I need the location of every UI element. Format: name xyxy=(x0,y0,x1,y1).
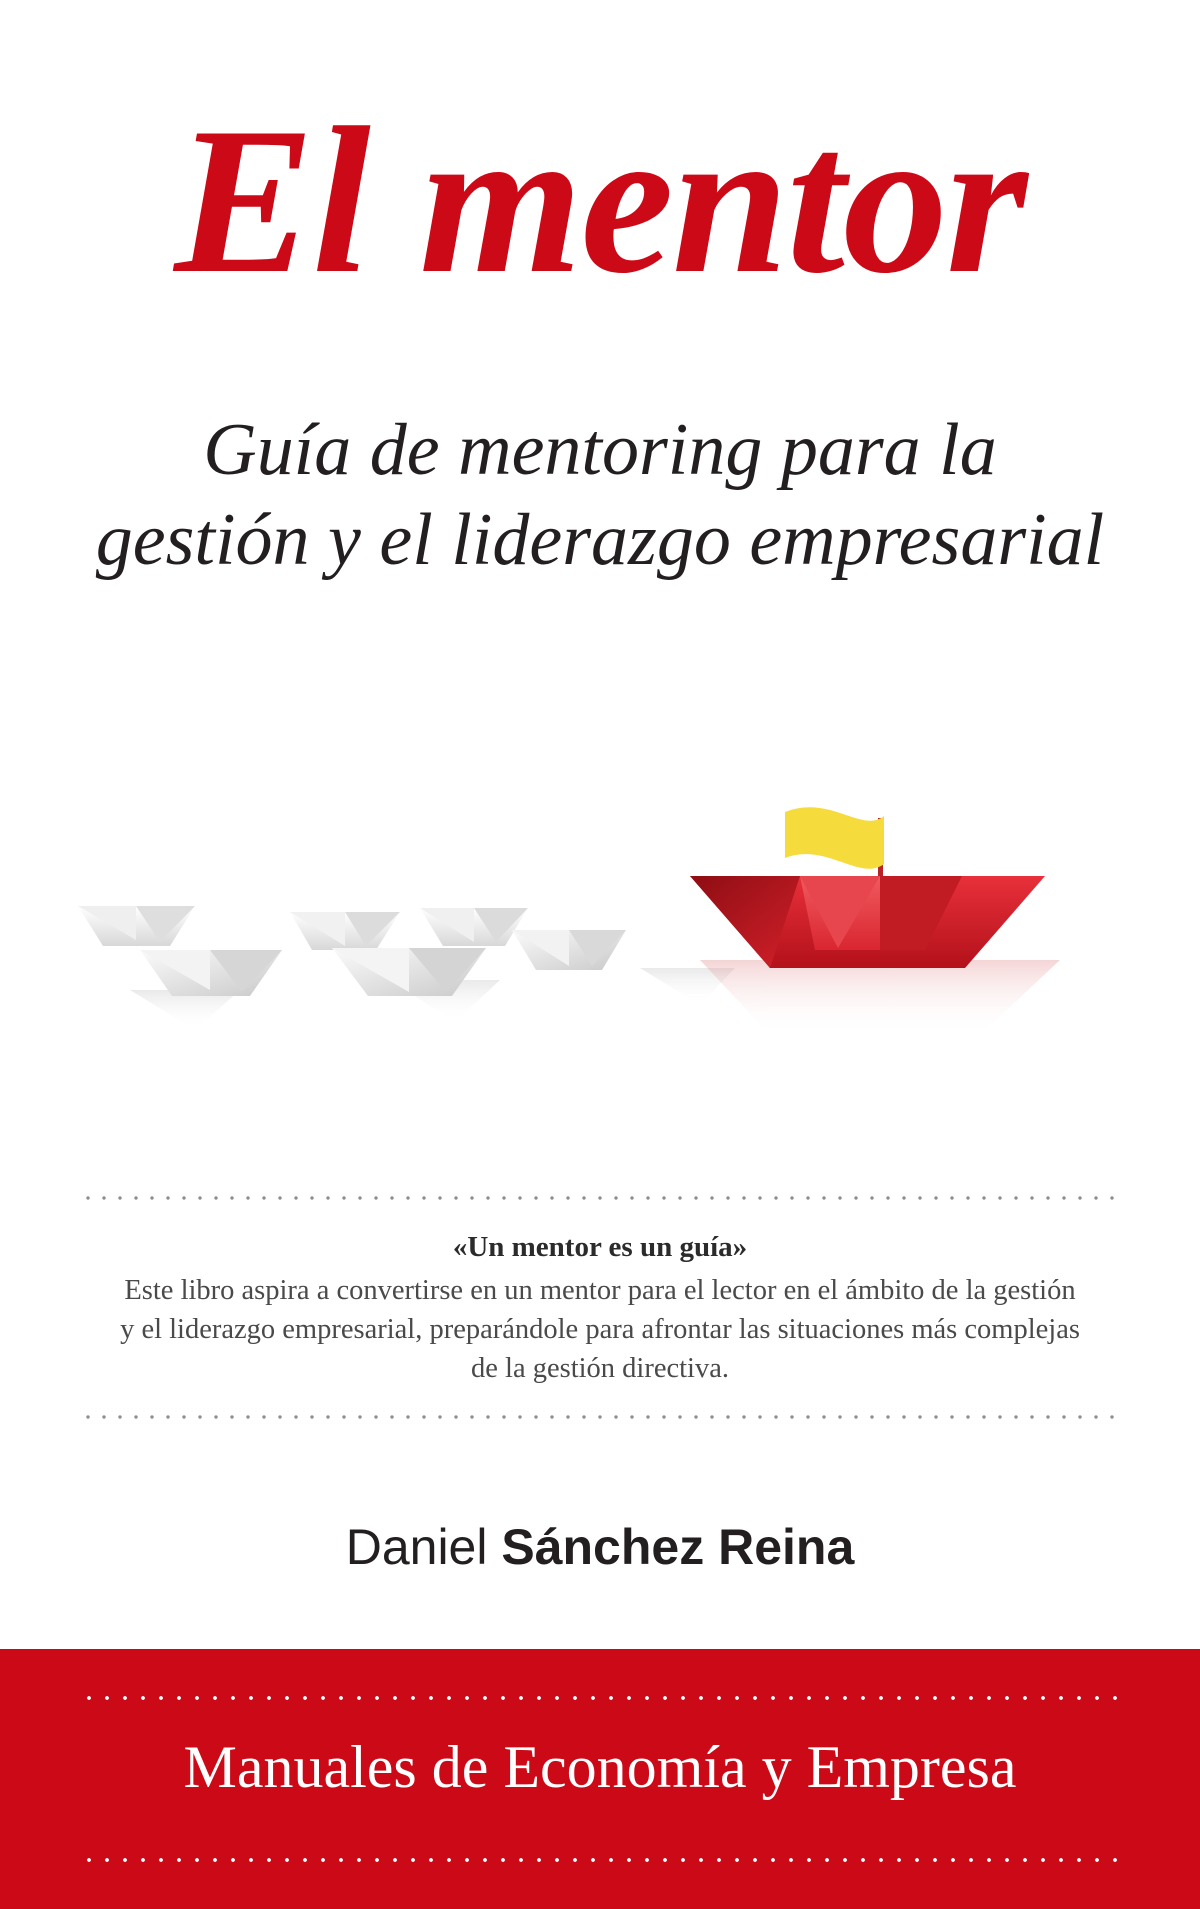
band-dotted-divider-bottom xyxy=(80,1857,1120,1863)
paper-boat-white xyxy=(78,906,195,946)
author-first-name: Daniel xyxy=(345,1519,502,1575)
blurb-block xyxy=(80,1195,1120,1420)
paper-boats-illustration xyxy=(0,800,1200,1200)
blurb-quote: «Un mentor es un guía» xyxy=(452,1231,748,1263)
author-name xyxy=(0,1518,1200,1576)
author-last-name: Sánchez Reina xyxy=(501,1519,855,1575)
series-title: Manuales de Economía y Empresa xyxy=(183,1734,1017,1800)
book-subtitle: Guía de mentoring para la gestión y el liderazgo empresarial xyxy=(95,409,1105,582)
series-band xyxy=(0,1649,1200,1909)
band-dotted-divider-top xyxy=(80,1695,1120,1701)
flag-icon xyxy=(785,807,884,869)
paper-boat-red-leader xyxy=(690,807,1045,968)
dotted-divider-bottom xyxy=(80,1414,1120,1420)
blurb-body: Este libro aspira a convertirse en un mentor para el lector en el ámbito de la gestión y el liderazgo empresarial, preparándole para afrontar las situaciones más complejas de la gestión directiva. xyxy=(120,1275,1080,1384)
book-title: El mentor xyxy=(174,85,1026,317)
